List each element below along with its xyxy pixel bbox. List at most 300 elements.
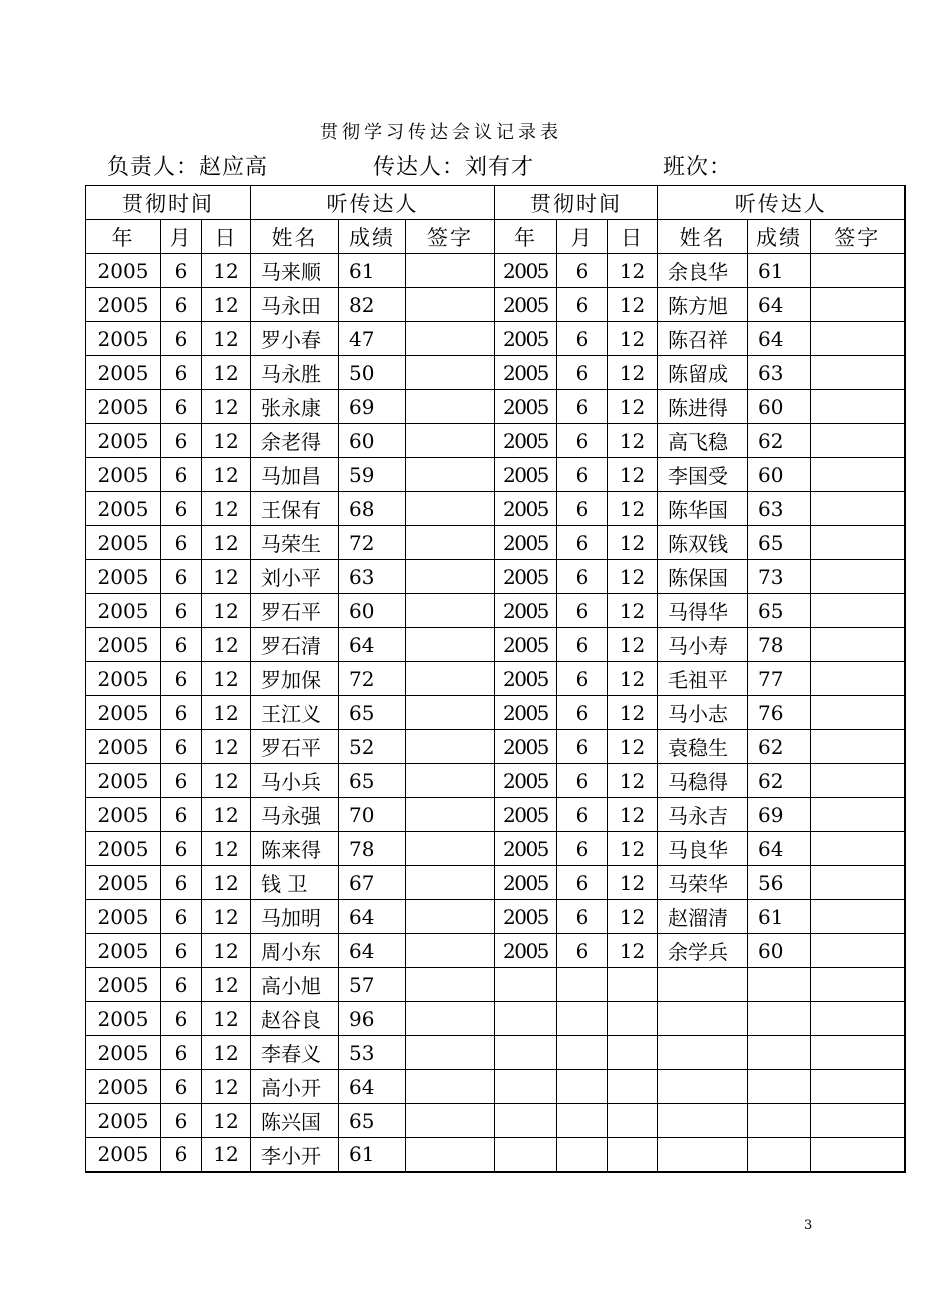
right-month-cell: 6 bbox=[557, 526, 608, 560]
left-day-cell: 12 bbox=[202, 968, 251, 1002]
left-day-cell: 12 bbox=[202, 628, 251, 662]
left-signature-cell bbox=[406, 424, 495, 458]
left-signature-cell bbox=[406, 322, 495, 356]
right-month-cell: 6 bbox=[557, 424, 608, 458]
right-signature-cell bbox=[811, 696, 905, 730]
right-score-cell bbox=[748, 1138, 811, 1172]
right-score-cell: 65 bbox=[748, 594, 811, 628]
right-month-cell bbox=[557, 1138, 608, 1172]
right-month-cell bbox=[557, 1036, 608, 1070]
right-signature-cell bbox=[811, 458, 905, 492]
left-signature-cell bbox=[406, 390, 495, 424]
right-month-cell: 6 bbox=[557, 492, 608, 526]
col-header-month: 月 bbox=[557, 220, 608, 254]
right-name-cell: 李国受 bbox=[658, 458, 748, 492]
left-year-cell: 2005 bbox=[86, 730, 161, 764]
left-year-cell: 2005 bbox=[86, 322, 161, 356]
right-year-cell: 2005 bbox=[495, 934, 557, 968]
table-row bbox=[86, 594, 905, 628]
right-signature-cell bbox=[811, 934, 905, 968]
col-header-name: 姓名 bbox=[658, 220, 748, 254]
left-name-cell: 马加昌 bbox=[251, 458, 339, 492]
conveyor-person: 传达人：刘有才 bbox=[373, 155, 535, 180]
right-score-cell: 73 bbox=[748, 560, 811, 594]
left-year-cell: 2005 bbox=[86, 628, 161, 662]
left-month-cell: 6 bbox=[161, 1104, 202, 1138]
left-score-cell: 47 bbox=[339, 322, 406, 356]
left-year-cell: 2005 bbox=[86, 458, 161, 492]
left-year-cell: 2005 bbox=[86, 798, 161, 832]
right-year-cell: 2005 bbox=[495, 662, 557, 696]
right-signature-cell bbox=[811, 356, 905, 390]
left-score-cell: 96 bbox=[339, 1002, 406, 1036]
left-year-cell: 2005 bbox=[86, 832, 161, 866]
page-title: 贯彻学习传达会议记录表 bbox=[320, 122, 562, 143]
table-row bbox=[86, 254, 905, 288]
right-month-cell: 6 bbox=[557, 764, 608, 798]
left-name-cell: 李春义 bbox=[251, 1036, 339, 1070]
right-month-cell: 6 bbox=[557, 730, 608, 764]
right-score-cell bbox=[748, 1070, 811, 1104]
right-score-cell: 60 bbox=[748, 934, 811, 968]
left-day-cell: 12 bbox=[202, 390, 251, 424]
left-score-cell: 78 bbox=[339, 832, 406, 866]
left-signature-cell bbox=[406, 288, 495, 322]
left-signature-cell bbox=[406, 730, 495, 764]
left-year-cell: 2005 bbox=[86, 1036, 161, 1070]
left-year-cell: 2005 bbox=[86, 764, 161, 798]
left-name-cell: 高小旭 bbox=[251, 968, 339, 1002]
right-day-cell bbox=[608, 1138, 658, 1172]
left-signature-cell bbox=[406, 356, 495, 390]
left-day-cell: 12 bbox=[202, 866, 251, 900]
left-score-cell: 59 bbox=[339, 458, 406, 492]
table-row bbox=[86, 628, 905, 662]
right-day-cell: 12 bbox=[608, 696, 658, 730]
left-month-cell: 6 bbox=[161, 390, 202, 424]
left-day-cell: 12 bbox=[202, 288, 251, 322]
right-name-cell: 陈双钱 bbox=[658, 526, 748, 560]
right-score-cell: 77 bbox=[748, 662, 811, 696]
right-month-cell: 6 bbox=[557, 934, 608, 968]
left-signature-cell bbox=[406, 1138, 495, 1172]
right-score-cell: 61 bbox=[748, 254, 811, 288]
left-signature-cell bbox=[406, 1002, 495, 1036]
right-year-cell: 2005 bbox=[495, 356, 557, 390]
right-name-cell: 毛祖平 bbox=[658, 662, 748, 696]
left-name-cell: 马加明 bbox=[251, 900, 339, 934]
right-signature-cell bbox=[811, 560, 905, 594]
left-month-cell: 6 bbox=[161, 1036, 202, 1070]
right-signature-cell bbox=[811, 730, 905, 764]
left-score-cell: 65 bbox=[339, 696, 406, 730]
right-month-cell: 6 bbox=[557, 798, 608, 832]
right-year-cell: 2005 bbox=[495, 798, 557, 832]
left-month-cell: 6 bbox=[161, 900, 202, 934]
right-name-cell: 马荣华 bbox=[658, 866, 748, 900]
left-year-cell: 2005 bbox=[86, 254, 161, 288]
right-name-cell: 陈华国 bbox=[658, 492, 748, 526]
right-day-cell bbox=[608, 1002, 658, 1036]
left-month-cell: 6 bbox=[161, 288, 202, 322]
left-day-cell: 12 bbox=[202, 594, 251, 628]
right-year-cell: 2005 bbox=[495, 390, 557, 424]
left-name-cell: 赵谷良 bbox=[251, 1002, 339, 1036]
left-day-cell: 12 bbox=[202, 322, 251, 356]
right-name-cell: 高飞稳 bbox=[658, 424, 748, 458]
right-month-cell: 6 bbox=[557, 594, 608, 628]
col-header-sign: 签字 bbox=[406, 220, 495, 254]
left-day-cell: 12 bbox=[202, 1138, 251, 1172]
left-name-cell: 罗石平 bbox=[251, 730, 339, 764]
right-day-cell bbox=[608, 1070, 658, 1104]
left-score-cell: 65 bbox=[339, 764, 406, 798]
right-signature-cell bbox=[811, 968, 905, 1002]
left-month-cell: 6 bbox=[161, 594, 202, 628]
left-score-cell: 61 bbox=[339, 254, 406, 288]
right-month-cell: 6 bbox=[557, 254, 608, 288]
table-row bbox=[86, 832, 905, 866]
right-name-cell: 马良华 bbox=[658, 832, 748, 866]
table-row bbox=[86, 934, 905, 968]
right-day-cell: 12 bbox=[608, 934, 658, 968]
right-year-cell: 2005 bbox=[495, 594, 557, 628]
table-row bbox=[86, 662, 905, 696]
left-day-cell: 12 bbox=[202, 492, 251, 526]
table-row bbox=[86, 900, 905, 934]
left-signature-cell bbox=[406, 526, 495, 560]
right-day-cell bbox=[608, 968, 658, 1002]
right-score-cell: 56 bbox=[748, 866, 811, 900]
left-score-cell: 64 bbox=[339, 1070, 406, 1104]
left-month-cell: 6 bbox=[161, 526, 202, 560]
left-score-cell: 65 bbox=[339, 1104, 406, 1138]
right-score-cell: 64 bbox=[748, 288, 811, 322]
left-name-cell: 陈兴国 bbox=[251, 1104, 339, 1138]
left-month-cell: 6 bbox=[161, 1138, 202, 1172]
right-name-cell: 马小志 bbox=[658, 696, 748, 730]
right-year-cell: 2005 bbox=[495, 458, 557, 492]
right-year-cell: 2005 bbox=[495, 764, 557, 798]
lead-person: 负责人：赵应高 bbox=[107, 155, 269, 180]
right-name-cell: 赵溜清 bbox=[658, 900, 748, 934]
left-signature-cell bbox=[406, 900, 495, 934]
attendance-table bbox=[85, 185, 906, 1173]
right-name-cell: 马永吉 bbox=[658, 798, 748, 832]
left-day-cell: 12 bbox=[202, 934, 251, 968]
left-month-cell: 6 bbox=[161, 560, 202, 594]
left-signature-cell bbox=[406, 560, 495, 594]
table-row bbox=[86, 1070, 905, 1104]
right-score-cell bbox=[748, 1104, 811, 1138]
right-year-cell: 2005 bbox=[495, 526, 557, 560]
right-year-cell: 2005 bbox=[495, 288, 557, 322]
col-header-score: 成绩 bbox=[748, 220, 811, 254]
table-row bbox=[86, 764, 905, 798]
left-year-cell: 2005 bbox=[86, 356, 161, 390]
left-signature-cell bbox=[406, 628, 495, 662]
table-row bbox=[86, 730, 905, 764]
group-header-time-left: 贯彻时间 bbox=[86, 186, 251, 220]
left-signature-cell bbox=[406, 1070, 495, 1104]
right-name-cell: 陈方旭 bbox=[658, 288, 748, 322]
left-name-cell: 马永田 bbox=[251, 288, 339, 322]
right-score-cell: 63 bbox=[748, 356, 811, 390]
table-row bbox=[86, 458, 905, 492]
right-month-cell: 6 bbox=[557, 866, 608, 900]
left-month-cell: 6 bbox=[161, 492, 202, 526]
left-month-cell: 6 bbox=[161, 866, 202, 900]
right-signature-cell bbox=[811, 798, 905, 832]
left-year-cell: 2005 bbox=[86, 424, 161, 458]
right-month-cell: 6 bbox=[557, 288, 608, 322]
right-signature-cell bbox=[811, 866, 905, 900]
right-day-cell bbox=[608, 1036, 658, 1070]
right-year-cell: 2005 bbox=[495, 560, 557, 594]
right-score-cell: 64 bbox=[748, 832, 811, 866]
right-month-cell: 6 bbox=[557, 628, 608, 662]
right-month-cell bbox=[557, 1002, 608, 1036]
left-signature-cell bbox=[406, 254, 495, 288]
table-row bbox=[86, 560, 905, 594]
page-number: 3 bbox=[804, 1218, 813, 1233]
left-name-cell: 陈来得 bbox=[251, 832, 339, 866]
left-score-cell: 72 bbox=[339, 662, 406, 696]
right-name-cell: 陈留成 bbox=[658, 356, 748, 390]
left-score-cell: 61 bbox=[339, 1138, 406, 1172]
right-score-cell: 62 bbox=[748, 764, 811, 798]
left-signature-cell bbox=[406, 1036, 495, 1070]
right-score-cell: 61 bbox=[748, 900, 811, 934]
left-month-cell: 6 bbox=[161, 628, 202, 662]
right-signature-cell bbox=[811, 1104, 905, 1138]
right-day-cell: 12 bbox=[608, 526, 658, 560]
right-month-cell: 6 bbox=[557, 322, 608, 356]
left-day-cell: 12 bbox=[202, 696, 251, 730]
right-score-cell: 60 bbox=[748, 390, 811, 424]
right-score-cell: 60 bbox=[748, 458, 811, 492]
right-name-cell: 袁稳生 bbox=[658, 730, 748, 764]
left-signature-cell bbox=[406, 764, 495, 798]
left-score-cell: 64 bbox=[339, 934, 406, 968]
right-name-cell: 马得华 bbox=[658, 594, 748, 628]
right-month-cell bbox=[557, 968, 608, 1002]
right-signature-cell bbox=[811, 628, 905, 662]
left-name-cell: 马小兵 bbox=[251, 764, 339, 798]
left-score-cell: 60 bbox=[339, 594, 406, 628]
left-month-cell: 6 bbox=[161, 1070, 202, 1104]
left-month-cell: 6 bbox=[161, 696, 202, 730]
right-signature-cell bbox=[811, 288, 905, 322]
right-day-cell: 12 bbox=[608, 798, 658, 832]
left-day-cell: 12 bbox=[202, 356, 251, 390]
left-year-cell: 2005 bbox=[86, 934, 161, 968]
right-score-cell: 62 bbox=[748, 424, 811, 458]
left-month-cell: 6 bbox=[161, 458, 202, 492]
left-month-cell: 6 bbox=[161, 424, 202, 458]
table-row bbox=[86, 390, 905, 424]
table-row bbox=[86, 696, 905, 730]
right-day-cell: 12 bbox=[608, 390, 658, 424]
left-score-cell: 63 bbox=[339, 560, 406, 594]
right-month-cell: 6 bbox=[557, 390, 608, 424]
right-score-cell: 69 bbox=[748, 798, 811, 832]
left-score-cell: 82 bbox=[339, 288, 406, 322]
right-day-cell: 12 bbox=[608, 866, 658, 900]
col-header-day: 日 bbox=[202, 220, 251, 254]
right-year-cell bbox=[495, 1104, 557, 1138]
group-header-listener-left: 听传达人 bbox=[251, 186, 495, 220]
right-day-cell: 12 bbox=[608, 356, 658, 390]
left-score-cell: 64 bbox=[339, 628, 406, 662]
right-day-cell: 12 bbox=[608, 560, 658, 594]
right-score-cell: 62 bbox=[748, 730, 811, 764]
left-name-cell: 马永强 bbox=[251, 798, 339, 832]
right-score-cell: 64 bbox=[748, 322, 811, 356]
right-year-cell bbox=[495, 1138, 557, 1172]
right-name-cell bbox=[658, 968, 748, 1002]
right-day-cell bbox=[608, 1104, 658, 1138]
table-row bbox=[86, 1138, 905, 1172]
col-header-score: 成绩 bbox=[339, 220, 406, 254]
left-name-cell: 周小东 bbox=[251, 934, 339, 968]
left-day-cell: 12 bbox=[202, 1002, 251, 1036]
col-header-name: 姓名 bbox=[251, 220, 339, 254]
table-row bbox=[86, 1002, 905, 1036]
left-signature-cell bbox=[406, 458, 495, 492]
group-header-row bbox=[86, 186, 905, 220]
left-year-cell: 2005 bbox=[86, 696, 161, 730]
table-row bbox=[86, 1036, 905, 1070]
left-signature-cell bbox=[406, 866, 495, 900]
col-header-year: 年 bbox=[86, 220, 161, 254]
right-month-cell: 6 bbox=[557, 832, 608, 866]
table-row bbox=[86, 424, 905, 458]
right-name-cell bbox=[658, 1002, 748, 1036]
right-name-cell: 马小寿 bbox=[658, 628, 748, 662]
table-row bbox=[86, 492, 905, 526]
left-month-cell: 6 bbox=[161, 254, 202, 288]
right-name-cell: 陈进得 bbox=[658, 390, 748, 424]
col-header-sign: 签字 bbox=[811, 220, 905, 254]
right-day-cell: 12 bbox=[608, 900, 658, 934]
table-row bbox=[86, 1104, 905, 1138]
left-day-cell: 12 bbox=[202, 798, 251, 832]
right-name-cell: 陈召祥 bbox=[658, 322, 748, 356]
left-year-cell: 2005 bbox=[86, 560, 161, 594]
right-day-cell: 12 bbox=[608, 730, 658, 764]
right-score-cell: 78 bbox=[748, 628, 811, 662]
left-month-cell: 6 bbox=[161, 356, 202, 390]
right-signature-cell bbox=[811, 594, 905, 628]
right-month-cell: 6 bbox=[557, 662, 608, 696]
table-row bbox=[86, 322, 905, 356]
right-day-cell: 12 bbox=[608, 662, 658, 696]
left-signature-cell bbox=[406, 662, 495, 696]
left-year-cell: 2005 bbox=[86, 526, 161, 560]
right-signature-cell bbox=[811, 322, 905, 356]
right-year-cell: 2005 bbox=[495, 322, 557, 356]
left-year-cell: 2005 bbox=[86, 1070, 161, 1104]
right-month-cell: 6 bbox=[557, 356, 608, 390]
left-name-cell: 罗加保 bbox=[251, 662, 339, 696]
left-name-cell: 马永胜 bbox=[251, 356, 339, 390]
left-name-cell: 张永康 bbox=[251, 390, 339, 424]
right-score-cell bbox=[748, 1002, 811, 1036]
right-signature-cell bbox=[811, 390, 905, 424]
left-year-cell: 2005 bbox=[86, 594, 161, 628]
right-year-cell: 2005 bbox=[495, 492, 557, 526]
right-name-cell bbox=[658, 1036, 748, 1070]
right-year-cell: 2005 bbox=[495, 424, 557, 458]
left-name-cell: 马来顺 bbox=[251, 254, 339, 288]
right-month-cell: 6 bbox=[557, 560, 608, 594]
left-name-cell: 刘小平 bbox=[251, 560, 339, 594]
right-signature-cell bbox=[811, 1070, 905, 1104]
right-year-cell: 2005 bbox=[495, 254, 557, 288]
left-month-cell: 6 bbox=[161, 934, 202, 968]
right-name-cell bbox=[658, 1104, 748, 1138]
right-name-cell: 余学兵 bbox=[658, 934, 748, 968]
left-month-cell: 6 bbox=[161, 968, 202, 1002]
group-header-time-right: 贯彻时间 bbox=[495, 186, 658, 220]
left-score-cell: 64 bbox=[339, 900, 406, 934]
right-day-cell: 12 bbox=[608, 628, 658, 662]
left-day-cell: 12 bbox=[202, 254, 251, 288]
left-year-cell: 2005 bbox=[86, 390, 161, 424]
right-name-cell: 马稳得 bbox=[658, 764, 748, 798]
right-year-cell bbox=[495, 1070, 557, 1104]
left-year-cell: 2005 bbox=[86, 968, 161, 1002]
left-day-cell: 12 bbox=[202, 1104, 251, 1138]
left-name-cell: 罗石平 bbox=[251, 594, 339, 628]
left-name-cell: 马荣生 bbox=[251, 526, 339, 560]
right-signature-cell bbox=[811, 900, 905, 934]
left-day-cell: 12 bbox=[202, 662, 251, 696]
column-header-row bbox=[86, 220, 905, 254]
left-score-cell: 72 bbox=[339, 526, 406, 560]
left-score-cell: 50 bbox=[339, 356, 406, 390]
right-year-cell: 2005 bbox=[495, 628, 557, 662]
left-name-cell: 王江义 bbox=[251, 696, 339, 730]
left-year-cell: 2005 bbox=[86, 492, 161, 526]
left-signature-cell bbox=[406, 594, 495, 628]
left-day-cell: 12 bbox=[202, 560, 251, 594]
right-name-cell bbox=[658, 1138, 748, 1172]
right-day-cell: 12 bbox=[608, 764, 658, 798]
right-day-cell: 12 bbox=[608, 458, 658, 492]
right-month-cell: 6 bbox=[557, 696, 608, 730]
left-month-cell: 6 bbox=[161, 832, 202, 866]
left-year-cell: 2005 bbox=[86, 1002, 161, 1036]
left-score-cell: 60 bbox=[339, 424, 406, 458]
left-name-cell: 余老得 bbox=[251, 424, 339, 458]
right-day-cell: 12 bbox=[608, 254, 658, 288]
left-month-cell: 6 bbox=[161, 322, 202, 356]
right-year-cell: 2005 bbox=[495, 832, 557, 866]
table-row bbox=[86, 356, 905, 390]
left-signature-cell bbox=[406, 832, 495, 866]
table-row bbox=[86, 968, 905, 1002]
right-score-cell: 65 bbox=[748, 526, 811, 560]
col-header-year: 年 bbox=[495, 220, 557, 254]
left-name-cell: 罗石清 bbox=[251, 628, 339, 662]
left-year-cell: 2005 bbox=[86, 288, 161, 322]
right-name-cell: 陈保国 bbox=[658, 560, 748, 594]
right-name-cell bbox=[658, 1070, 748, 1104]
table-row bbox=[86, 288, 905, 322]
left-score-cell: 68 bbox=[339, 492, 406, 526]
